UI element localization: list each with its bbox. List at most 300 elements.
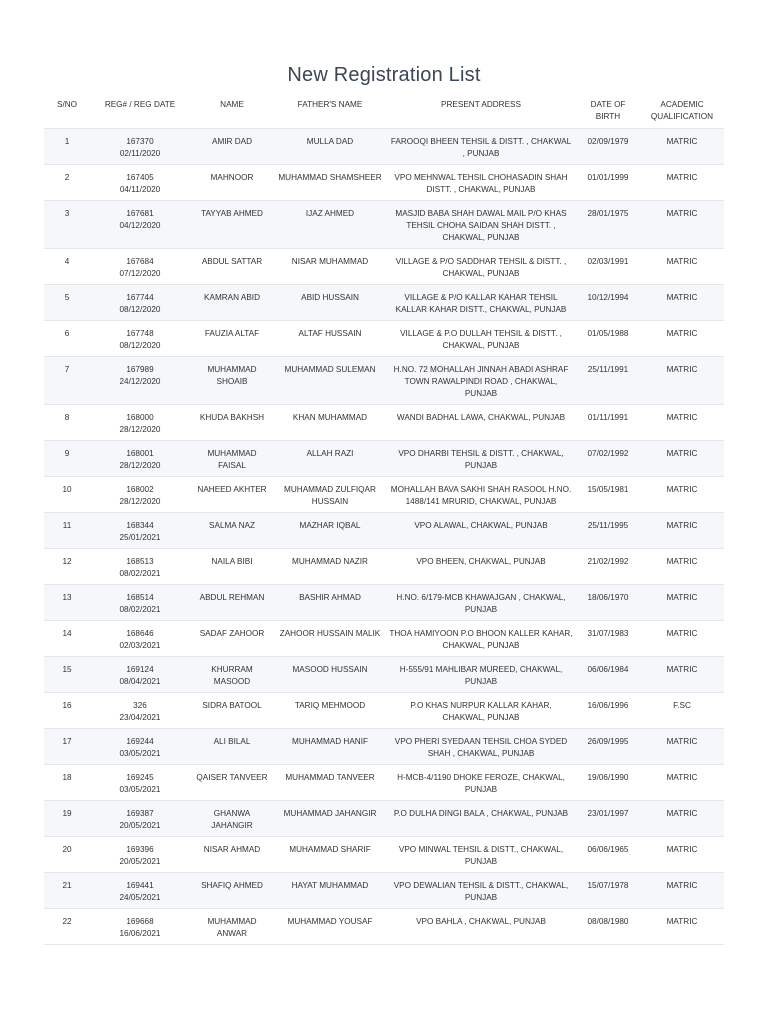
cell-dob	[576, 248, 640, 284]
cell-sno-text: 14	[62, 628, 72, 638]
cell-dob-text: 15/05/1981	[587, 484, 629, 494]
cell-address	[386, 284, 576, 320]
cell-dob	[576, 404, 640, 440]
cell-sno-text: 9	[64, 448, 70, 458]
cell-sno	[44, 512, 90, 548]
cell-address-text: P.O DULHA DINGI BALA , CHAKWAL, PUNJAB	[393, 808, 569, 818]
cell-name-text: NAHEED AKHTER	[197, 484, 267, 494]
cell-name	[190, 620, 274, 656]
cell-address-text: VPO BHEEN, CHAKWAL, PUNJAB	[416, 556, 546, 566]
cell-address-text: THOA HAMIYOON P.O BHOON KALLER KAHAR, CHAKWAL, PUNJAB	[389, 628, 573, 650]
reg-number: 169396	[126, 844, 154, 854]
cell-reg	[90, 728, 190, 764]
table-row	[44, 836, 724, 872]
cell-sno-text: 8	[64, 412, 70, 422]
cell-dob-text: 26/09/1995	[587, 736, 629, 746]
cell-father-name	[274, 548, 386, 584]
cell-father-name-text: MUHAMMAD NAZIR	[292, 556, 368, 566]
cell-father-name-text: MUHAMMAD SULEMAN	[284, 364, 376, 374]
table-row	[44, 800, 724, 836]
cell-name	[190, 836, 274, 872]
cell-reg	[90, 128, 190, 164]
cell-father-name	[274, 440, 386, 476]
cell-sno	[44, 200, 90, 248]
registration-table	[44, 94, 724, 945]
cell-address-text: H.NO. 6/179-MCB KHAWAJGAN , CHAKWAL, PUNJAB	[396, 592, 566, 614]
cell-address-text: VPO ALAWAL, CHAKWAL, PUNJAB	[414, 520, 548, 530]
cell-address-text: VPO MEHNWAL TEHSIL CHOHASADIN SHAH DISTT. , CHAKWAL, PUNJAB	[394, 172, 568, 194]
reg-number: 169668	[126, 916, 154, 926]
cell-address-text: FAROOQI BHEEN TEHSIL & DISTT. , CHAKWAL , PUNJAB	[390, 136, 572, 158]
reg-date: 03/05/2021	[119, 748, 161, 758]
cell-dob	[576, 476, 640, 512]
cell-address	[386, 476, 576, 512]
cell-name-text: SIDRA BATOOL	[202, 700, 262, 710]
cell-reg	[90, 200, 190, 248]
cell-qualification-text: MATRIC	[666, 364, 698, 374]
header-name: NAME	[220, 100, 244, 109]
cell-dob	[576, 440, 640, 476]
cell-sno	[44, 692, 90, 728]
cell-qualification-text: MATRIC	[666, 628, 698, 638]
cell-dob-text: 25/11/1991	[587, 364, 629, 374]
cell-father-name-text: MUHAMMAD YOUSAF	[287, 916, 373, 926]
table-row	[44, 548, 724, 584]
cell-qualification	[640, 356, 724, 404]
reg-date: 08/04/2021	[119, 676, 161, 686]
cell-dob	[576, 548, 640, 584]
cell-father-name-text: MUHAMMAD SHAMSHEER	[278, 172, 382, 182]
cell-sno-text: 13	[62, 592, 72, 602]
cell-reg	[90, 284, 190, 320]
table-row	[44, 872, 724, 908]
cell-dob-text: 01/01/1999	[587, 172, 629, 182]
cell-sno	[44, 128, 90, 164]
cell-qualification-text: MATRIC	[666, 448, 698, 458]
reg-number: 167370	[126, 136, 154, 146]
cell-qualification-text: MATRIC	[666, 172, 698, 182]
cell-reg	[90, 872, 190, 908]
cell-dob-text: 19/06/1990	[587, 772, 629, 782]
cell-sno	[44, 908, 90, 944]
reg-date: 04/11/2020	[119, 184, 161, 194]
cell-father-name	[274, 620, 386, 656]
cell-sno	[44, 584, 90, 620]
cell-address	[386, 692, 576, 728]
table-row	[44, 476, 724, 512]
reg-date: 20/05/2021	[119, 820, 161, 830]
table-row	[44, 620, 724, 656]
reg-date: 04/12/2020	[119, 220, 161, 230]
cell-father-name-text: ALTAF HUSSAIN	[298, 328, 362, 338]
cell-sno-text: 12	[62, 556, 72, 566]
table-row	[44, 584, 724, 620]
cell-address	[386, 800, 576, 836]
cell-qualification-text: MATRIC	[666, 808, 698, 818]
cell-address-text: VPO MINWAL TEHSIL & DISTT., CHAKWAL, PUNJAB	[398, 844, 564, 866]
cell-address	[386, 872, 576, 908]
cell-name-text: SHAFIQ AHMED	[201, 880, 263, 890]
cell-address-text: H.NO. 72 MOHALLAH JINNAH ABADI ASHRAF TOWN RAWALPINDI ROAD , CHAKWAL, PUNJAB	[393, 364, 569, 398]
reg-date: 03/05/2021	[119, 784, 161, 794]
cell-address-text: VPO DEWALIAN TEHSIL & DISTT., CHAKWAL, PUNJAB	[393, 880, 569, 902]
cell-address-text: VPO PHERI SYEDAAN TEHSIL CHOA SYDED SHAH , CHAKWAL, PUNJAB	[394, 736, 568, 758]
cell-father-name	[274, 728, 386, 764]
table-row	[44, 764, 724, 800]
cell-sno	[44, 476, 90, 512]
cell-qualification	[640, 284, 724, 320]
cell-qualification	[640, 620, 724, 656]
cell-sno-text: 15	[62, 664, 72, 674]
cell-dob-text: 10/12/1994	[587, 292, 629, 302]
cell-qualification	[640, 836, 724, 872]
cell-name	[190, 512, 274, 548]
cell-dob	[576, 728, 640, 764]
cell-qualification-text: MATRIC	[666, 592, 698, 602]
cell-name	[190, 356, 274, 404]
cell-sno-text: 18	[62, 772, 72, 782]
cell-qualification	[640, 320, 724, 356]
cell-father-name	[274, 656, 386, 692]
cell-dob-text: 31/07/1983	[587, 628, 629, 638]
cell-dob-text: 01/05/1988	[587, 328, 629, 338]
cell-sno	[44, 440, 90, 476]
cell-address-text: VILLAGE & P/O SADDHAR TEHSIL & DISTT. , CHAKWAL, PUNJAB	[395, 256, 567, 278]
table-row	[44, 404, 724, 440]
cell-sno	[44, 404, 90, 440]
table-row	[44, 512, 724, 548]
table-row	[44, 200, 724, 248]
cell-father-name-text: MULLA DAD	[306, 136, 354, 146]
cell-dob-text: 06/06/1965	[587, 844, 629, 854]
cell-address	[386, 404, 576, 440]
cell-dob-text: 07/02/1992	[587, 448, 629, 458]
cell-address-text: VILLAGE & P/O KALLAR KAHAR TEHSIL KALLAR KAHAR DISTT., CHAKWAL, PUNJAB	[395, 292, 567, 314]
cell-address-text: VILLAGE & P.O DULLAH TEHSIL & DISTT. , CHAKWAL, PUNJAB	[400, 328, 562, 350]
cell-qualification	[640, 440, 724, 476]
cell-father-name-text: MUHAMMAD JAHANGIR	[283, 808, 377, 818]
cell-name	[190, 764, 274, 800]
reg-number: 168513	[126, 556, 154, 566]
cell-dob	[576, 164, 640, 200]
cell-name-text: MAHNOOR	[210, 172, 254, 182]
cell-name-text: MUHAMMAD FAISAL	[207, 448, 257, 470]
cell-dob-text: 08/08/1980	[587, 916, 629, 926]
cell-name	[190, 548, 274, 584]
cell-name-text: NAILA BIBI	[211, 556, 253, 566]
cell-father-name	[274, 800, 386, 836]
cell-address	[386, 908, 576, 944]
reg-date: 08/02/2021	[119, 568, 161, 578]
cell-sno	[44, 164, 90, 200]
cell-address-text: VPO BAHLA , CHAKWAL, PUNJAB	[416, 916, 546, 926]
cell-address-text: H-555/91 MAHLIBAR MUREED, CHAKWAL, PUNJAB	[399, 664, 563, 686]
cell-dob	[576, 908, 640, 944]
cell-father-name-text: MAZHAR IQBAL	[299, 520, 361, 530]
cell-father-name	[274, 164, 386, 200]
table-body	[44, 128, 724, 944]
cell-qualification-text: MATRIC	[666, 256, 698, 266]
reg-date: 28/12/2020	[119, 424, 161, 434]
header-date-of-birth: DATE OF BIRTH	[590, 100, 626, 121]
cell-qualification-text: MATRIC	[666, 736, 698, 746]
cell-father-name	[274, 320, 386, 356]
cell-sno-text: 2	[64, 172, 70, 182]
cell-sno	[44, 620, 90, 656]
reg-number: 169441	[126, 880, 154, 890]
cell-reg	[90, 800, 190, 836]
reg-number: 167989	[126, 364, 154, 374]
cell-qualification	[640, 656, 724, 692]
header-reg: REG# / REG DATE	[104, 100, 176, 109]
cell-dob-text: 23/01/1997	[587, 808, 629, 818]
cell-qualification	[640, 548, 724, 584]
cell-dob	[576, 620, 640, 656]
reg-date: 28/12/2020	[119, 496, 161, 506]
reg-number: 167405	[126, 172, 154, 182]
cell-address	[386, 320, 576, 356]
cell-dob-text: 21/02/1992	[587, 556, 629, 566]
cell-name	[190, 584, 274, 620]
reg-number: 168514	[126, 592, 154, 602]
reg-date: 24/12/2020	[119, 376, 161, 386]
reg-date: 08/12/2020	[119, 340, 161, 350]
cell-dob	[576, 512, 640, 548]
cell-reg	[90, 164, 190, 200]
cell-father-name	[274, 692, 386, 728]
cell-reg	[90, 908, 190, 944]
cell-qualification-text: MATRIC	[666, 664, 698, 674]
cell-name	[190, 656, 274, 692]
cell-sno-text: 7	[64, 364, 70, 374]
cell-name-text: AMIR DAD	[211, 136, 253, 146]
cell-name	[190, 800, 274, 836]
reg-date: 16/06/2021	[119, 928, 161, 938]
reg-date: 07/12/2020	[119, 268, 161, 278]
table-row	[44, 692, 724, 728]
cell-reg	[90, 512, 190, 548]
cell-dob-text: 15/07/1978	[587, 880, 629, 890]
cell-name-text: ALI BILAL	[213, 736, 251, 746]
cell-sno	[44, 800, 90, 836]
cell-father-name-text: MUHAMMAD HANIF	[292, 736, 368, 746]
cell-qualification	[640, 248, 724, 284]
reg-date: 25/01/2021	[119, 532, 161, 542]
cell-dob-text: 02/03/1991	[587, 256, 629, 266]
reg-number: 168001	[126, 448, 154, 458]
cell-qualification-text: MATRIC	[666, 412, 698, 422]
reg-date: 02/11/2020	[119, 148, 161, 158]
cell-address	[386, 836, 576, 872]
cell-father-name	[274, 476, 386, 512]
cell-name	[190, 128, 274, 164]
cell-qualification-text: MATRIC	[666, 844, 698, 854]
cell-father-name	[274, 764, 386, 800]
cell-address-text: WANDI BADHAL LAWA, CHAKWAL, PUNJAB	[396, 412, 566, 422]
reg-number: 326	[133, 700, 147, 710]
cell-father-name	[274, 836, 386, 872]
reg-number: 169124	[126, 664, 154, 674]
cell-sno	[44, 320, 90, 356]
cell-qualification-text: MATRIC	[666, 328, 698, 338]
cell-name	[190, 404, 274, 440]
cell-sno-text: 19	[62, 808, 72, 818]
reg-date: 02/03/2021	[119, 640, 161, 650]
cell-dob	[576, 692, 640, 728]
cell-sno-text: 11	[62, 520, 72, 530]
cell-sno-text: 22	[62, 916, 72, 926]
cell-sno	[44, 548, 90, 584]
cell-dob	[576, 764, 640, 800]
cell-qualification-text: MATRIC	[666, 292, 698, 302]
cell-name-text: NISAR AHMAD	[203, 844, 261, 854]
cell-sno	[44, 872, 90, 908]
cell-dob	[576, 356, 640, 404]
cell-address	[386, 656, 576, 692]
cell-reg	[90, 440, 190, 476]
cell-sno-text: 4	[64, 256, 70, 266]
cell-address	[386, 584, 576, 620]
reg-date: 28/12/2020	[119, 460, 161, 470]
cell-address	[386, 512, 576, 548]
cell-qualification-text: MATRIC	[666, 772, 698, 782]
cell-father-name-text: ALLAH RAZI	[306, 448, 354, 458]
table-row	[44, 164, 724, 200]
cell-qualification	[640, 164, 724, 200]
cell-name-text: TAYYAB AHMED	[201, 208, 263, 218]
cell-reg	[90, 356, 190, 404]
reg-number: 169244	[126, 736, 154, 746]
header-present-address: PRESENT ADDRESS	[441, 100, 521, 109]
cell-father-name-text: NISAR MUHAMMAD	[291, 256, 369, 266]
cell-dob	[576, 200, 640, 248]
cell-address	[386, 248, 576, 284]
cell-name-text: KAMRAN ABID	[204, 292, 260, 302]
cell-name	[190, 320, 274, 356]
cell-sno-text: 6	[64, 328, 70, 338]
cell-sno-text: 1	[64, 136, 70, 146]
cell-address	[386, 620, 576, 656]
cell-qualification	[640, 872, 724, 908]
cell-qualification-text: MATRIC	[666, 520, 698, 530]
cell-father-name	[274, 128, 386, 164]
cell-sno-text: 5	[64, 292, 70, 302]
cell-name-text: ABDUL SATTAR	[201, 256, 263, 266]
cell-name-text: KHUDA BAKHSH	[199, 412, 265, 422]
cell-sno	[44, 248, 90, 284]
cell-name	[190, 728, 274, 764]
cell-father-name	[274, 872, 386, 908]
cell-address	[386, 728, 576, 764]
reg-number: 168000	[126, 412, 154, 422]
cell-dob-text: 01/11/1991	[587, 412, 629, 422]
cell-qualification-text: MATRIC	[666, 916, 698, 926]
cell-dob	[576, 836, 640, 872]
table-row	[44, 320, 724, 356]
cell-address	[386, 356, 576, 404]
cell-name-text: MUHAMMAD SHOAIB	[207, 364, 257, 386]
cell-father-name-text: KHAN MUHAMMAD	[292, 412, 368, 422]
cell-name-text: FAUZIA ALTAF	[204, 328, 260, 338]
table-row	[44, 356, 724, 404]
table-row	[44, 248, 724, 284]
reg-number: 167681	[126, 208, 154, 218]
cell-father-name-text: MUHAMMAD TANVEER	[285, 772, 375, 782]
cell-qualification	[640, 800, 724, 836]
cell-qualification-text: MATRIC	[666, 136, 698, 146]
cell-sno-text: 10	[62, 484, 72, 494]
cell-name-text: ABDUL REHMAN	[199, 592, 265, 602]
cell-address	[386, 548, 576, 584]
cell-sno	[44, 728, 90, 764]
table-row	[44, 284, 724, 320]
cell-father-name-text: ABID HUSSAIN	[301, 292, 359, 302]
cell-father-name-text: MUHAMMAD ZULFIQAR HUSSAIN	[284, 484, 376, 506]
cell-father-name	[274, 908, 386, 944]
cell-name-text: SALMA NAZ	[209, 520, 255, 530]
cell-sno	[44, 356, 90, 404]
cell-father-name-text: HAYAT MUHAMMAD	[291, 880, 369, 890]
table-row	[44, 440, 724, 476]
table-row	[44, 128, 724, 164]
cell-address	[386, 128, 576, 164]
cell-sno	[44, 656, 90, 692]
cell-name	[190, 200, 274, 248]
cell-reg	[90, 692, 190, 728]
cell-address-text: VPO DHARBI TEHSIL & DISTT. , CHAKWAL, PUNJAB	[398, 448, 564, 470]
cell-dob	[576, 872, 640, 908]
cell-qualification-text: MATRIC	[666, 556, 698, 566]
cell-address-text: H-MCB-4/1190 DHOKE FEROZE, CHAKWAL, PUNJAB	[397, 772, 565, 794]
cell-qualification	[640, 128, 724, 164]
cell-father-name-text: MASOOD HUSSAIN	[292, 664, 368, 674]
cell-address-text: P.O KHAS NURPUR KALLAR KAHAR, CHAKWAL, PUNJAB	[410, 700, 552, 722]
cell-father-name	[274, 584, 386, 620]
cell-dob-text: 06/06/1984	[587, 664, 629, 674]
header-father-name: FATHER'S NAME	[297, 100, 363, 109]
cell-name-text: KHURRAM MASOOD	[211, 664, 253, 686]
cell-name	[190, 908, 274, 944]
cell-sno	[44, 764, 90, 800]
cell-reg	[90, 656, 190, 692]
cell-qualification-text: F.SC	[673, 700, 691, 710]
cell-sno-text: 16	[62, 700, 72, 710]
cell-dob	[576, 584, 640, 620]
cell-dob-text: 02/09/1979	[587, 136, 629, 146]
cell-dob	[576, 284, 640, 320]
cell-reg	[90, 248, 190, 284]
cell-father-name	[274, 512, 386, 548]
reg-number: 169245	[126, 772, 154, 782]
cell-qualification	[640, 200, 724, 248]
cell-address	[386, 164, 576, 200]
header-sno: S/NO	[56, 100, 78, 109]
cell-qualification-text: MATRIC	[666, 484, 698, 494]
cell-dob-text: 18/06/1970	[587, 592, 629, 602]
reg-date: 08/12/2020	[119, 304, 161, 314]
table-row	[44, 908, 724, 944]
cell-qualification-text: MATRIC	[666, 880, 698, 890]
cell-address	[386, 440, 576, 476]
cell-name	[190, 440, 274, 476]
reg-number: 168344	[126, 520, 154, 530]
cell-name-text: MUHAMMAD ANWAR	[207, 916, 257, 938]
cell-name	[190, 872, 274, 908]
cell-name-text: GHANWA JAHANGIR	[211, 808, 253, 830]
cell-qualification-text: MATRIC	[666, 208, 698, 218]
cell-address-text: MOHALLAH BAVA SAKHI SHAH RASOOL H.NO. 1488/141 MRURID, CHAKWAL, PUNJAB	[390, 484, 572, 506]
cell-sno	[44, 836, 90, 872]
